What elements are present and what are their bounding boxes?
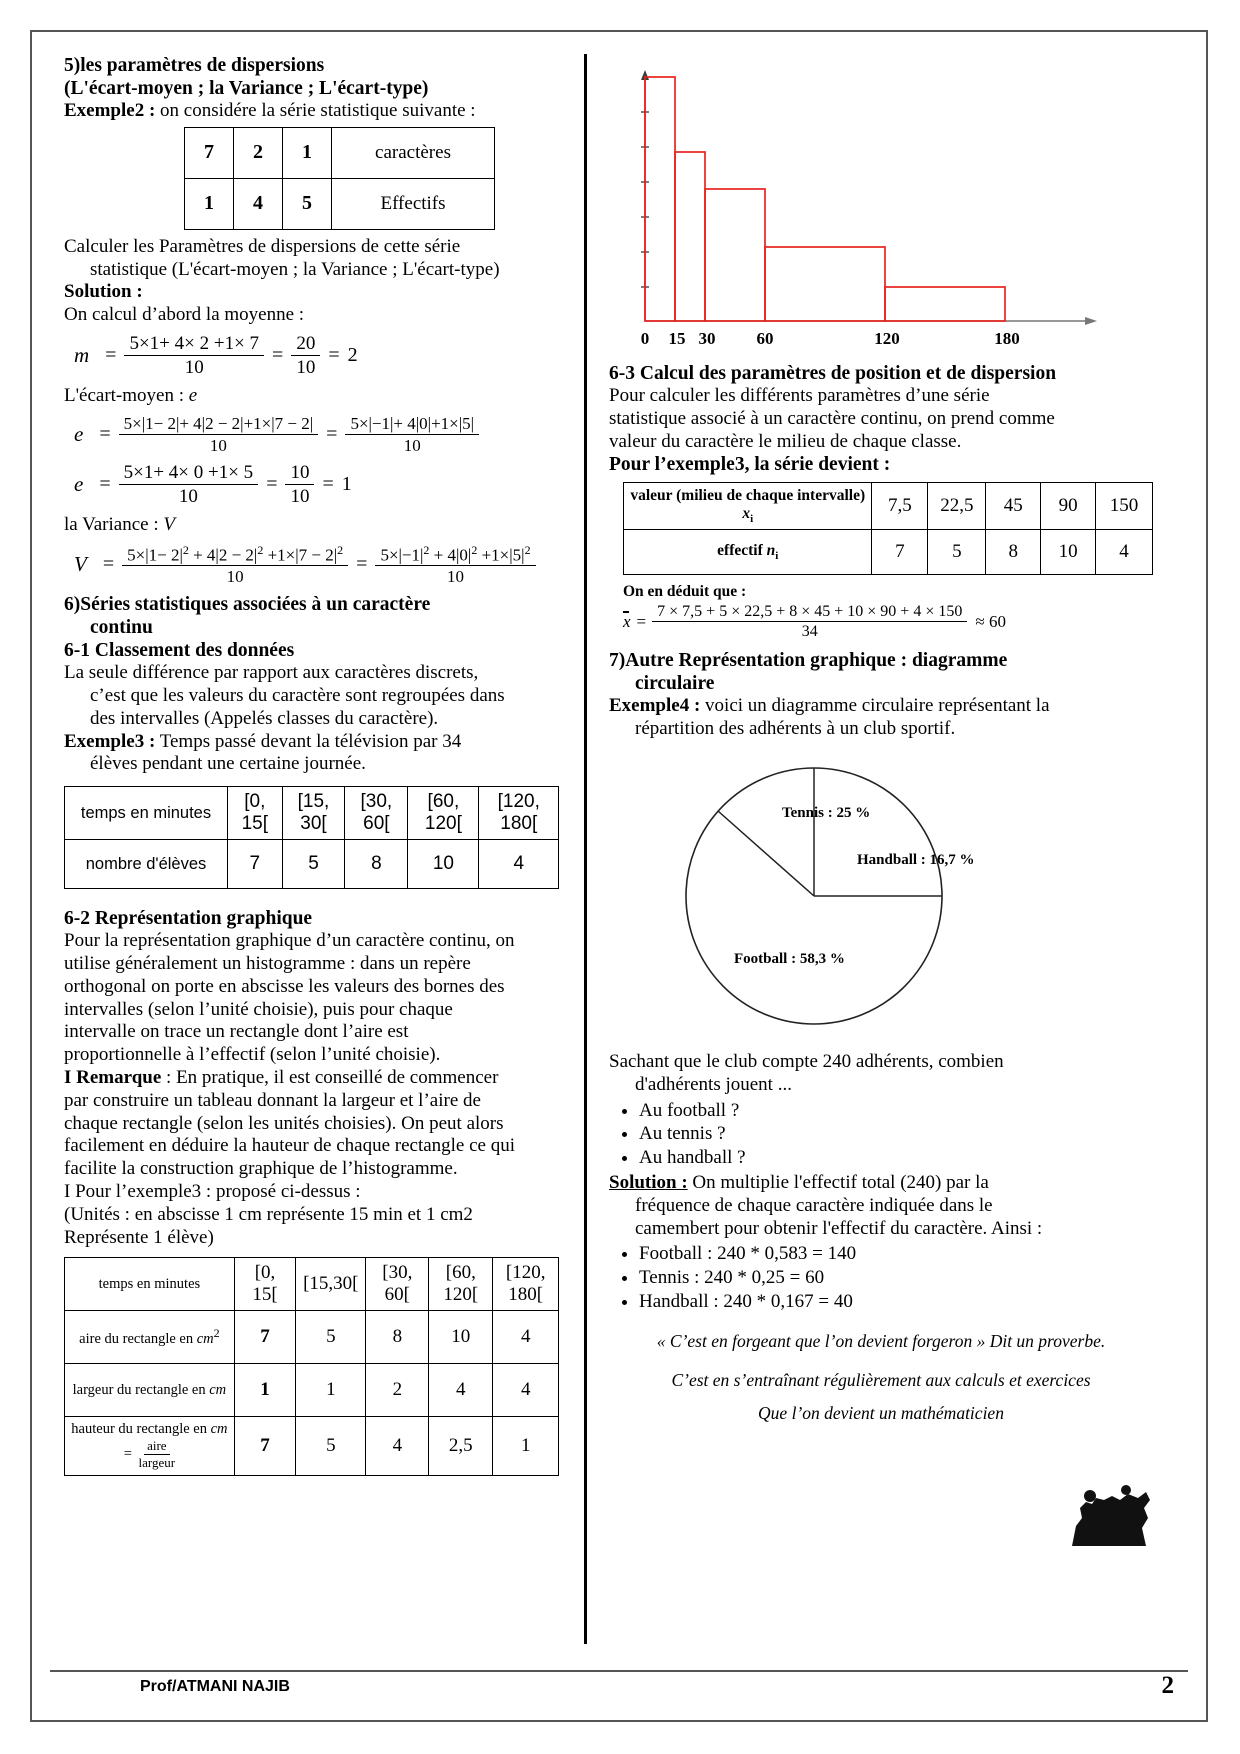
sachant-line1: Sachant que le club compte 240 adhérents, combien bbox=[609, 1051, 1004, 1073]
xtick-180: 180 bbox=[994, 329, 1020, 348]
exemple4-line2: répartition des adhérents à un club sportif. bbox=[635, 718, 956, 740]
right-column bbox=[601, 54, 1163, 1644]
hauteur-fraction bbox=[139, 1438, 176, 1471]
pie-divider-tennis-football bbox=[718, 811, 814, 896]
cell-interval-3: [30, 60[ bbox=[345, 787, 408, 840]
cell-largeur-label bbox=[65, 1364, 235, 1417]
cell-largeur-4: 4 bbox=[429, 1364, 493, 1417]
cell-effectif-3: 8 bbox=[345, 840, 408, 889]
histogram-bars bbox=[645, 77, 1005, 321]
hauteur-unit: cm bbox=[210, 1421, 228, 1438]
ecart-moyen-var: e bbox=[188, 384, 198, 406]
hauteur-equals: = bbox=[123, 1446, 136, 1463]
bar-60-120 bbox=[765, 247, 885, 321]
pie-chart bbox=[664, 751, 1104, 1051]
table-row-hauteur bbox=[65, 1417, 559, 1476]
equals-sign: = bbox=[326, 423, 338, 446]
ecart-moyen-line bbox=[64, 385, 564, 408]
solution-label: Solution : bbox=[609, 1171, 688, 1193]
table-row-largeur bbox=[65, 1364, 559, 1417]
xbar-var: x bbox=[623, 612, 631, 632]
exemple3-text: Temps passé devant la télévision par 34 bbox=[155, 730, 462, 752]
exemple3-label: Exemple3 : bbox=[64, 730, 156, 752]
cell-effectif-4: 10 bbox=[408, 840, 479, 889]
valeur-subscript: i bbox=[750, 513, 754, 526]
solution-line3: camembert pour obtenir l'effectif du caractère. Ainsi : bbox=[635, 1217, 1043, 1239]
cell-caracteres-label: caractères bbox=[332, 127, 495, 178]
valeur-var: x bbox=[742, 505, 751, 523]
formula-ecart-var: e bbox=[74, 422, 84, 447]
formula-ecart-1 bbox=[74, 414, 564, 456]
cell-effectif-2: 5 bbox=[282, 840, 345, 889]
table-row bbox=[65, 840, 559, 889]
equals-sign: = bbox=[636, 612, 647, 632]
solution-line2: fréquence de chaque caractère indiquée dans le bbox=[635, 1194, 993, 1216]
equals-sign: = bbox=[322, 473, 334, 496]
largeur-label-text: largeur du rectangle en bbox=[72, 1381, 210, 1398]
denominator: 10 bbox=[403, 435, 421, 455]
denominator: 10 bbox=[209, 435, 227, 455]
section-6-1-title: 6-1 Classement des données bbox=[64, 640, 295, 662]
column-divider bbox=[584, 54, 587, 1644]
numerator: 20 bbox=[291, 333, 320, 356]
document-page bbox=[30, 30, 1208, 1722]
remarque-p5: facilite la construction graphique de l’histogramme. bbox=[64, 1158, 458, 1180]
cell-effectif-1: 7 bbox=[872, 530, 928, 575]
cell-aire-4: 10 bbox=[429, 1311, 493, 1364]
exemple4-text: voici un diagramme circulaire représentant la bbox=[700, 695, 1050, 717]
bar-30-60 bbox=[705, 189, 765, 321]
fraction-ecart-1a bbox=[119, 414, 319, 456]
formula-moyenne bbox=[74, 333, 564, 379]
cell-hauteur-1: 7 bbox=[234, 1417, 295, 1476]
list-item: • Tennis : 240 * 0,25 = 60 bbox=[639, 1266, 1153, 1290]
cell-effectif-1: 7 bbox=[228, 840, 283, 889]
fraction-numerator: aire bbox=[144, 1438, 169, 1455]
numerator bbox=[375, 543, 535, 567]
effectif-subscript: i bbox=[775, 550, 779, 563]
pour-exemple3-line1: I Pour l’exemple3 : proposé ci-dessus : bbox=[64, 1180, 361, 1202]
solution-text: On multiplie l'effectif total (240) par la bbox=[687, 1171, 989, 1193]
cell-interval-1: [0, 15[ bbox=[234, 1258, 295, 1311]
cell-effectif-3: 8 bbox=[986, 530, 1041, 575]
table-row bbox=[185, 127, 495, 178]
moyenne-intro: On calcul d’abord la moyenne : bbox=[64, 304, 305, 326]
fraction-ecart-2a bbox=[119, 462, 259, 508]
approx-result: ≈ 60 bbox=[975, 612, 1006, 632]
pie-label-handball: Handball : 16,7 % bbox=[857, 852, 975, 869]
section-6-title-line2: continu bbox=[90, 617, 153, 639]
exemple4-label: Exemple4 : bbox=[609, 695, 701, 717]
numerator: 5×|−1|+ 4|0|+1×|5| bbox=[345, 414, 479, 435]
cell-effectifs-label: Effectifs bbox=[332, 178, 495, 229]
section-7-title-line2: circulaire bbox=[635, 673, 715, 695]
section-5-title-line1: 5)les paramètres de dispersions bbox=[64, 55, 325, 76]
pie-label-tennis: Tennis : 25 % bbox=[782, 805, 871, 822]
list-item: • Handball : 240 * 0,167 = 40 bbox=[639, 1290, 1153, 1314]
exponent: 2 bbox=[257, 542, 264, 557]
formula-variance bbox=[74, 543, 564, 588]
exponent: 2 bbox=[423, 542, 430, 557]
fraction-denominator: largeur bbox=[138, 1455, 176, 1471]
denominator: 34 bbox=[801, 623, 818, 641]
exponent: 2 bbox=[337, 542, 344, 557]
effectif-var: n bbox=[766, 542, 776, 560]
formula-xbar bbox=[623, 603, 1153, 641]
xtick-120: 120 bbox=[874, 329, 900, 348]
table-row-aire bbox=[65, 1311, 559, 1364]
equals-sign: = bbox=[356, 553, 368, 576]
cell-valeur-5: 150 bbox=[1096, 483, 1153, 530]
solution-label: Solution : bbox=[64, 281, 143, 303]
x-axis-arrow bbox=[1085, 317, 1097, 325]
effectif-label-text: effectif bbox=[717, 542, 767, 560]
two-column-layout bbox=[50, 54, 1190, 1644]
formula-variance-var: V bbox=[74, 552, 87, 577]
remarque-p4: facilement en déduire la hauteur de chaque rectangle ce qui bbox=[64, 1135, 516, 1157]
cell-aire-2: 5 bbox=[296, 1311, 366, 1364]
equals-sign: = bbox=[272, 344, 284, 367]
histogram-chart bbox=[615, 56, 1115, 356]
formula-moyenne-result: 2 bbox=[347, 344, 358, 367]
cell-nombre-label: nombre d'élèves bbox=[65, 840, 228, 889]
fraction-xbar bbox=[652, 603, 967, 641]
exemple3-line2: élèves pendant une certaine journée. bbox=[90, 753, 366, 775]
num-part-b: + 4|0| bbox=[429, 545, 472, 565]
numerator: 5×|1− 2|+ 4|2 − 2|+1×|7 − 2| bbox=[119, 414, 319, 435]
questions-list bbox=[609, 1099, 1153, 1170]
answers-list bbox=[609, 1242, 1153, 1313]
table-serie-devient bbox=[623, 482, 1153, 575]
denominator: 10 bbox=[290, 485, 310, 507]
pour-exemple3-line2: (Unités : en abscisse 1 cm représente 15 min et 1 cm2 bbox=[64, 1203, 473, 1225]
proverb-line1: « C’est en forgeant que l’on devient forgeron » Dit un proverbe. bbox=[656, 1330, 1106, 1351]
cell-largeur-3: 2 bbox=[366, 1364, 429, 1417]
numerator: 5×1+ 4× 0 +1× 5 bbox=[119, 462, 259, 485]
list-item: • Football : 240 * 0,583 = 140 bbox=[639, 1242, 1153, 1266]
cell-aire-3: 8 bbox=[366, 1311, 429, 1364]
remarque-line1 bbox=[64, 1067, 564, 1090]
exponent: 2 bbox=[524, 542, 531, 557]
table-row-header bbox=[65, 1258, 559, 1311]
cell-aire-5: 4 bbox=[493, 1311, 559, 1364]
cell-valeur-2: 22,5 bbox=[928, 483, 986, 530]
formula-ecart-var: e bbox=[74, 472, 84, 497]
left-column bbox=[50, 54, 570, 1644]
cell-effectif-2: 4 bbox=[234, 178, 283, 229]
pie-label-football: Football : 58,3 % bbox=[734, 951, 845, 968]
cell-hauteur-label bbox=[65, 1417, 235, 1476]
cell-aire-1: 7 bbox=[234, 1311, 295, 1364]
pie-chart-svg bbox=[664, 751, 994, 1041]
equals-sign: = bbox=[328, 344, 340, 367]
numerator: 10 bbox=[285, 462, 314, 485]
cell-hauteur-4: 2,5 bbox=[429, 1417, 493, 1476]
cell-caractere-1: 7 bbox=[185, 127, 234, 178]
ecart-moyen-label: L'écart-moyen : bbox=[64, 384, 189, 406]
section-6-3-p1: Pour calculer les différents paramètres d’une série bbox=[609, 385, 990, 406]
section-6-3-p2: statistique associé à un caractère continu, on prend comme bbox=[609, 407, 1055, 429]
denominator: 10 bbox=[184, 356, 204, 378]
hauteur-label-text: hauteur du rectangle en bbox=[71, 1421, 211, 1438]
variance-var: V bbox=[163, 513, 175, 535]
fraction-moyenne-2 bbox=[291, 333, 320, 379]
calculer-line2: statistique (L'écart-moyen ; la Variance ; L'écart-type) bbox=[90, 258, 500, 280]
cell-valeur-3: 45 bbox=[986, 483, 1041, 530]
section-6-1-p3: des intervalles (Appelés classes du caractère). bbox=[90, 707, 439, 729]
cell-aire-label bbox=[65, 1311, 235, 1364]
cell-interval-5: [120, 180[ bbox=[479, 787, 559, 840]
equals-sign: = bbox=[105, 344, 117, 367]
cell-hauteur-3: 4 bbox=[366, 1417, 429, 1476]
remarque-text: : En pratique, il est conseillé de commencer bbox=[161, 1067, 499, 1088]
table-row-valeur bbox=[624, 483, 1153, 530]
proverb-line2: C’est en s’entraînant régulièrement aux calculs et exercices bbox=[671, 1370, 1091, 1391]
section-6-2-p3: orthogonal on porte en abscisse les valeurs des bornes des bbox=[64, 975, 505, 997]
exponent: 2 bbox=[471, 542, 478, 557]
histogram-svg bbox=[615, 56, 1115, 356]
author-name: Prof/ATMANI NAJIB bbox=[140, 1678, 290, 1695]
aire-unit: cm bbox=[196, 1331, 214, 1348]
cell-valeur-label bbox=[624, 483, 872, 530]
denominator: 10 bbox=[178, 485, 198, 507]
fraction-ecart-2b bbox=[285, 462, 314, 508]
sachant-line2: d'adhérents jouent ... bbox=[635, 1073, 792, 1095]
table-exemple3 bbox=[64, 786, 559, 889]
cell-temps-label: temps en minutes bbox=[65, 787, 228, 840]
equals-sign: = bbox=[266, 473, 278, 496]
exemple3-line1 bbox=[64, 731, 564, 754]
cell-interval-4: [60, 120[ bbox=[429, 1258, 493, 1311]
page-number: 2 bbox=[1161, 1672, 1174, 1699]
pour-exemple3-line3: Représente 1 élève) bbox=[64, 1226, 214, 1248]
xtick-30: 30 bbox=[698, 329, 716, 348]
bar-120-180 bbox=[885, 287, 1005, 321]
list-item: • Au handball ? bbox=[639, 1146, 1153, 1170]
section-6-title-line1: 6)Séries statistiques associées à un caractère bbox=[64, 594, 431, 616]
cell-effectif-2: 5 bbox=[928, 530, 986, 575]
cell-valeur-4: 90 bbox=[1041, 483, 1096, 530]
num-part-a: 5×|−1| bbox=[380, 545, 424, 565]
cell-largeur-1: 1 bbox=[234, 1364, 295, 1417]
bar-0-15 bbox=[645, 77, 675, 321]
cell-interval-4: [60, 120[ bbox=[408, 787, 479, 840]
cell-hauteur-5: 1 bbox=[493, 1417, 559, 1476]
soldier-silhouette-icon bbox=[1054, 1478, 1164, 1548]
cell-largeur-5: 4 bbox=[493, 1364, 559, 1417]
xtick-60: 60 bbox=[756, 329, 774, 348]
table-exemple2 bbox=[184, 127, 495, 230]
fraction-moyenne-1 bbox=[124, 333, 264, 379]
denominator: 10 bbox=[226, 567, 244, 587]
variance-label: la Variance : bbox=[64, 513, 164, 535]
cell-interval-5: [120, 180[ bbox=[493, 1258, 559, 1311]
cell-caractere-2: 2 bbox=[234, 127, 283, 178]
num-part-c: +1×|5| bbox=[477, 545, 525, 565]
calculer-line1: Calculer les Paramètres de dispersions de cette série bbox=[64, 235, 461, 257]
solution-line1 bbox=[609, 1172, 1153, 1195]
fraction-variance-1 bbox=[122, 543, 348, 588]
exemple2-text: on considére la série statistique suivante : bbox=[155, 100, 476, 121]
remarque-p3: chaque rectangle (selon les unités choisies). On peut alors bbox=[64, 1112, 504, 1134]
cell-interval-2: [15, 30[ bbox=[282, 787, 345, 840]
section-6-2-p5: intervalle on trace un rectangle dont l’aire est bbox=[64, 1021, 409, 1043]
section-6-1-p2: c’est que les valeurs du caractère sont regroupées dans bbox=[90, 685, 505, 707]
variance-line bbox=[64, 514, 564, 537]
exponent: 2 bbox=[182, 542, 189, 557]
table-row-effectif bbox=[624, 530, 1153, 575]
exemple4-line1 bbox=[609, 695, 1153, 718]
valeur-label-text: valeur (milieu de chaque intervalle) bbox=[630, 487, 866, 505]
cell-effectif-3: 5 bbox=[283, 178, 332, 229]
num-part-a: 5×|1− 2| bbox=[127, 545, 183, 565]
table-rectangles bbox=[64, 1257, 559, 1476]
list-item: • Au tennis ? bbox=[639, 1122, 1153, 1146]
cell-interval-1: [0, 15[ bbox=[228, 787, 283, 840]
largeur-unit: cm bbox=[209, 1381, 227, 1398]
cell-temps-label: temps en minutes bbox=[65, 1258, 235, 1311]
equals-sign: = bbox=[102, 553, 115, 576]
formula-ecart-2 bbox=[74, 462, 564, 508]
formula-ecart-result: 1 bbox=[341, 473, 352, 496]
formula-moyenne-var: m bbox=[74, 343, 90, 368]
aire-exponent: 2 bbox=[213, 1326, 220, 1341]
numerator: 5×1+ 4× 2 +1× 7 bbox=[124, 333, 264, 356]
section-6-3-p3: valeur du caractère le milieu de chaque classe. bbox=[609, 430, 962, 452]
xtick-0: 0 bbox=[640, 329, 650, 348]
section-5-title-line2: (L'écart-moyen ; la Variance ; L'écart-type) bbox=[64, 78, 429, 99]
proverb-line3: Que l’on devient un mathématicien bbox=[758, 1402, 1004, 1423]
cell-effectif-4: 10 bbox=[1041, 530, 1096, 575]
cell-caractere-3: 1 bbox=[283, 127, 332, 178]
xtick-15: 15 bbox=[668, 329, 686, 348]
page-footer bbox=[50, 1670, 1188, 1710]
numerator bbox=[122, 543, 348, 567]
numerator: 7 × 7,5 + 5 × 22,5 + 8 × 45 + 10 × 90 + 4 × 150 bbox=[652, 603, 967, 622]
footer-divider bbox=[50, 1670, 1188, 1672]
section-7-title-line1: 7)Autre Représentation graphique : diagramme bbox=[609, 650, 1008, 672]
bar-15-30 bbox=[675, 152, 705, 321]
num-part-b: + 4|2 − 2| bbox=[188, 545, 258, 565]
equals-sign: = bbox=[99, 423, 111, 446]
aire-label-text: aire du rectangle en bbox=[79, 1331, 197, 1348]
section-6-2-title: 6-2 Représentation graphique bbox=[64, 908, 313, 930]
cell-effectif-5: 4 bbox=[1096, 530, 1153, 575]
cell-effectif-1: 1 bbox=[185, 178, 234, 229]
exemple2-label: Exemple2 : bbox=[64, 100, 156, 121]
exemple2-line bbox=[64, 100, 564, 123]
num-part-c: +1×|7 − 2| bbox=[263, 545, 338, 565]
x-axis-tick-labels bbox=[641, 329, 1020, 348]
section-6-3-title: 6-3 Calcul des paramètres de position et de dispersion bbox=[609, 363, 1057, 384]
remarque-label: I Remarque bbox=[64, 1067, 162, 1088]
section-6-2-p4: intervalles (selon l’unité choisie), puis pour chaque bbox=[64, 998, 453, 1020]
fraction-ecart-1b bbox=[345, 414, 479, 456]
fraction-variance-2 bbox=[375, 543, 535, 588]
cell-interval-2: [15,30[ bbox=[296, 1258, 366, 1311]
list-item: • Au football ? bbox=[639, 1099, 1153, 1123]
section-6-2-p1: Pour la représentation graphique d’un caractère continu, on bbox=[64, 930, 515, 952]
on-en-deduit-label: On en déduit que : bbox=[623, 583, 747, 601]
table-row bbox=[185, 178, 495, 229]
section-6-1-p1: La seule différence par rapport aux caractères discrets, bbox=[64, 662, 479, 684]
denominator: 10 bbox=[447, 567, 464, 587]
cell-valeur-1: 7,5 bbox=[872, 483, 928, 530]
section-6-3-bold: Pour l’exemple3, la série devient : bbox=[609, 454, 891, 476]
cell-effectif-5: 4 bbox=[479, 840, 559, 889]
cell-hauteur-2: 5 bbox=[296, 1417, 366, 1476]
denominator: 10 bbox=[296, 356, 316, 378]
cell-interval-3: [30, 60[ bbox=[366, 1258, 429, 1311]
table-row-header bbox=[65, 787, 559, 840]
cell-largeur-2: 1 bbox=[296, 1364, 366, 1417]
section-6-2-p2: utilise généralement un histogramme : dans un repère bbox=[64, 953, 471, 975]
equals-sign: = bbox=[99, 473, 111, 496]
remarque-p2: par construire un tableau donnant la largeur et l’aire de bbox=[64, 1089, 481, 1111]
cell-effectif-label bbox=[624, 530, 872, 575]
section-6-2-p6: proportionnelle à l’effectif (selon l’unité choisie). bbox=[64, 1044, 441, 1066]
